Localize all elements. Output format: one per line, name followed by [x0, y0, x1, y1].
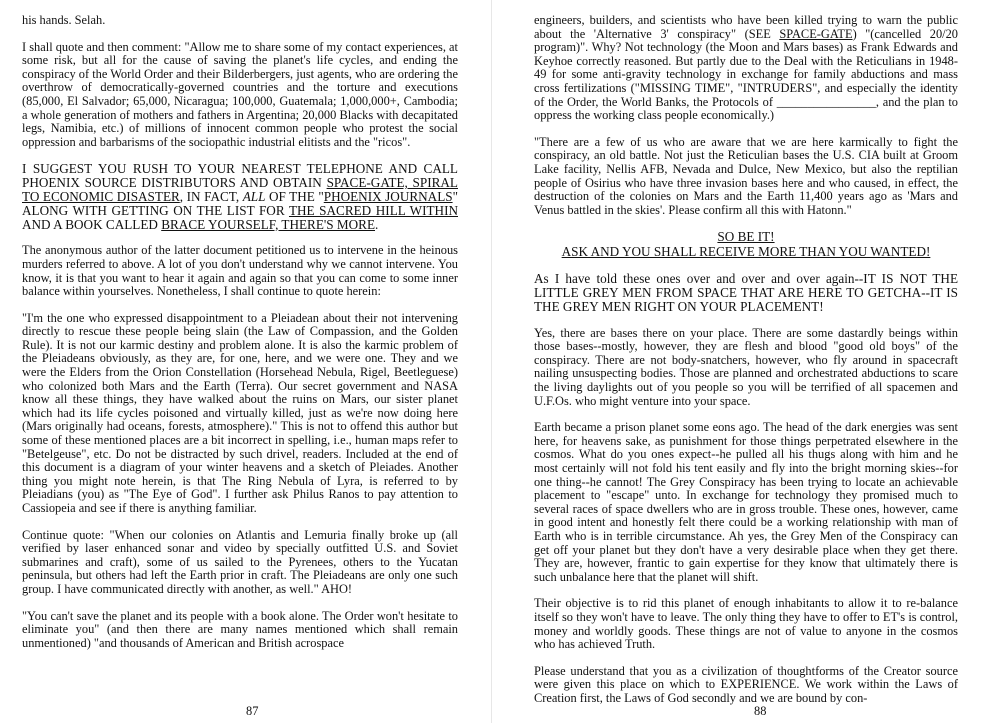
underlined-title: SPACE-GATE [779, 26, 853, 41]
right-text-column [534, 14, 958, 719]
paragraph [534, 14, 958, 123]
paragraph: Continue quote: "When our colonies on Atlantis and Lemuria finally broke up (all verified by laser enhanced sonar and video by specially outfitted U.S. and Soviet submarines and craft), some of us sailed to the Pyrenees, others to the Yucatan peninsula, but others had left the Earth prior in craft. The Pleiadeans are only one such group. I have communicated directly with another, as well." AHO! [22, 527, 458, 596]
heading-ask-and-receive: ASK AND YOU SHALL RECEIVE MORE THAN YOU WANTED! [561, 244, 931, 260]
right-page [492, 0, 984, 723]
text-run: I SUGGEST YOU RUSH TO YOUR NEAREST TELEPHONE AND CALL PHOENIX SOURCE DISTRIBUTORS AND OBTAIN [22, 161, 458, 191]
heading-so-be-it: SO BE IT! [717, 229, 775, 245]
text-run: engineers, builders, and scientists who have been killed trying to warn the public about the 'Alternative 3' conspiracy" (SEE [534, 13, 958, 41]
text-run: . [375, 216, 379, 232]
paragraph-caps: As I have told these ones over and over and over again--IT IS NOT THE LITTLE GREY MEN FROM SPACE THAT ARE HERE TO GETCHA--IT IS THE GREY MEN RIGHT ON YOUR PLACEMENT! [534, 271, 958, 314]
underlined-title: BRACE YOURSELF, THERE'S MORE [161, 216, 376, 232]
italic-word: ALL [242, 188, 266, 204]
paragraph: The anonymous author of the latter document petitioned us to intervene in the heinous murders referred to above. A lot of you don't understand why we cannot intervene. You know, it is that you want to hear it again and again so that you can come to some inner balance within yourselves. Nonetheless, I shall continue to quote herein: [22, 243, 458, 299]
left-text-column [22, 14, 458, 663]
paragraph: "There are a few of us who are aware that we are here karmically to fight the conspiracy, an old battle. Not just the Reticulian bases the U.S. CIA built at Groom Lake facility, Nellis AFB, Nevada and Dulce, New Mexico, but also the reptilian people of Osirius who have three invasion bases here and who caused, in effect, the destruction of the colonies on Mars and the Earth 11,400 years ago as 'Mars and Venus battled in the skies'. Please confirm all this with Hatonn." [534, 134, 958, 217]
paragraph: Earth became a prison planet some eons ago. The head of the dark energies was sent here, for heavens sake, as punishment for those things perpetrated elsewhere in the cosmos. What do you ones expect--he pulled all his thugs along with him and he most certainly will not fold his tent easily and fly into the bright morning skies--for one thing--he cannot! The Grey Conspiracy has been trying to locate an achievable placement to "escape" unto. In exchange for technology they promised much to several races of space dwellers who are in gross trouble. These ones, however, came in good intent and honestly felt there could be a working relationship with man of Earth who is in terrible circumstance. Ah yes, the Grey Men of the Conspiracy can get off your planet but they don't have a very desirable place when they get there. They are, however, frantic to gain expertise for they know that ultimately there is such unbalance here that the planet will shift. [534, 420, 958, 584]
paragraph: his hands. Selah. [22, 13, 106, 27]
text-run: AND A BOOK CALLED [22, 216, 162, 232]
blank-line: ________________ [776, 94, 876, 109]
text-run: , and the plan to oppress the working class people economically.) [534, 94, 958, 123]
paragraph: "I'm the one who expressed disappointment to a Pleiadean about their not intervening directly to rescue these people being slain (the Law of Compassion, and the Golden Rule). It is not our karmic destiny and problem alone. It is also the karmic problem of the Pleiadeans obviously, as they are, for one, here, and we were one. They and we were the Elders from the Orion Constellation (Horsehead Nebula, Rigel, Beetleguese) who colonized both Mars and the Earth (Terra). Our secret government and NASA know all these things, they have walked about the ruins on Mars, our sister planet which had its life cycles poisoned and virtually killed, just as we're now doing here (Mars originally had oceans, forests, atmosphere)." This is not to offend this author but some of these mentioned places are a bit incorrect in spelling, i.e., human maps refer to "Betelgeuse", etc. Do not be distracted by such drivel, readers. Included at the end of this document is a diagram of your winter heavens and a sketch of Pleiades. Another thing you might note herein, is that The Ring Nebula of Lyra, is referred to by Pleiadians (you) as "The Eye of God". I further ask Philus Ranos to pay attention to Cassiopeia and see if there is anything familiar. [22, 310, 458, 516]
text-run: " ALONG WITH GETTING ON THE LIST FOR [22, 188, 458, 218]
paragraph-caps [22, 162, 458, 231]
underlined-title: PHOENIX JOURNALS [323, 188, 453, 204]
paragraph: I shall quote and then comment: "Allow me to share some of my contact experiences, at some risk, but all for the cause of saving the planet's life cycles, and ending the conspiracy of the World Order and their Bilderbergers, just agents, who are ordering the overthrow of democratically-governed countries and the torture and executions (85,000, El Salvador; 65,000, Nicaragua; 100,000, Guatemala; 1,000,000+, Cambodia; a whole generation of mothers and fathers in Argentina; 20,000 Blacks with decapitated legs, Namibia, etc.) of millions of innocent common people who protest the social oppression and barbarisms of the sociopathic industrial elitists and the "ricos". [22, 39, 458, 149]
page-number: 88 [754, 704, 767, 718]
underlined-title: SPACE-GATE, SPIRAL TO ECONOMIC DISASTER [22, 175, 458, 204]
page-number: 87 [246, 704, 259, 718]
paragraph: "You can't save the planet and its people with a book alone. The Order won't hesitate to eliminate you" (and then there are many names mentioned which shall remain unmentioned) "and thousands of American and British acrospace [22, 608, 458, 650]
paragraph: Their objective is to rid this planet of enough inhabitants to allow it to re-balance itself so they won't have to leave. The only thing they have to offer to ET's is control, money and worldly goods. These things are not of value to anyone in the cosmos who has achieved Truth. [534, 596, 958, 652]
underlined-title: THE SACRED HILL WITHIN [288, 202, 458, 218]
text-run: , IN FACT, [179, 188, 243, 204]
text-run: OF THE " [265, 188, 324, 204]
paragraph: Please understand that you as a civilization of thoughtforms of the Creator source were given this place on which to EXPERIENCE. We work within the Laws of Creation first, the Laws of God secondly and we are bound by con- [534, 663, 958, 705]
text-run: ) "(cancelled 20/20 program)". Why? Not technology (the Moon and Mars bases) as Frank Edwards and Keyhoe correctly reasoned. But partly due to the Deal with the Reticulians in 1948-49 for some anti-gravity technology in exchange for family abductions and mass cross fertilizations ("MISSING TIME", "INTRUDERS", and especially the identity of the Order, the World Banks, the Protocols of [534, 26, 958, 109]
paragraph: Yes, there are bases there on your place. There are some dastardly beings within those bases--mostly, however, they are flesh and blood "good old boys" of the conspiracy. There are not body-snatchers, however, who fly around in spacecraft nailing unsuspecting bodies. Those are planned and orchestrated abductions to scare the living daylights out of you people so you will be terrified of all spacemen and U.F.Os. who might venture into your space. [534, 325, 958, 408]
